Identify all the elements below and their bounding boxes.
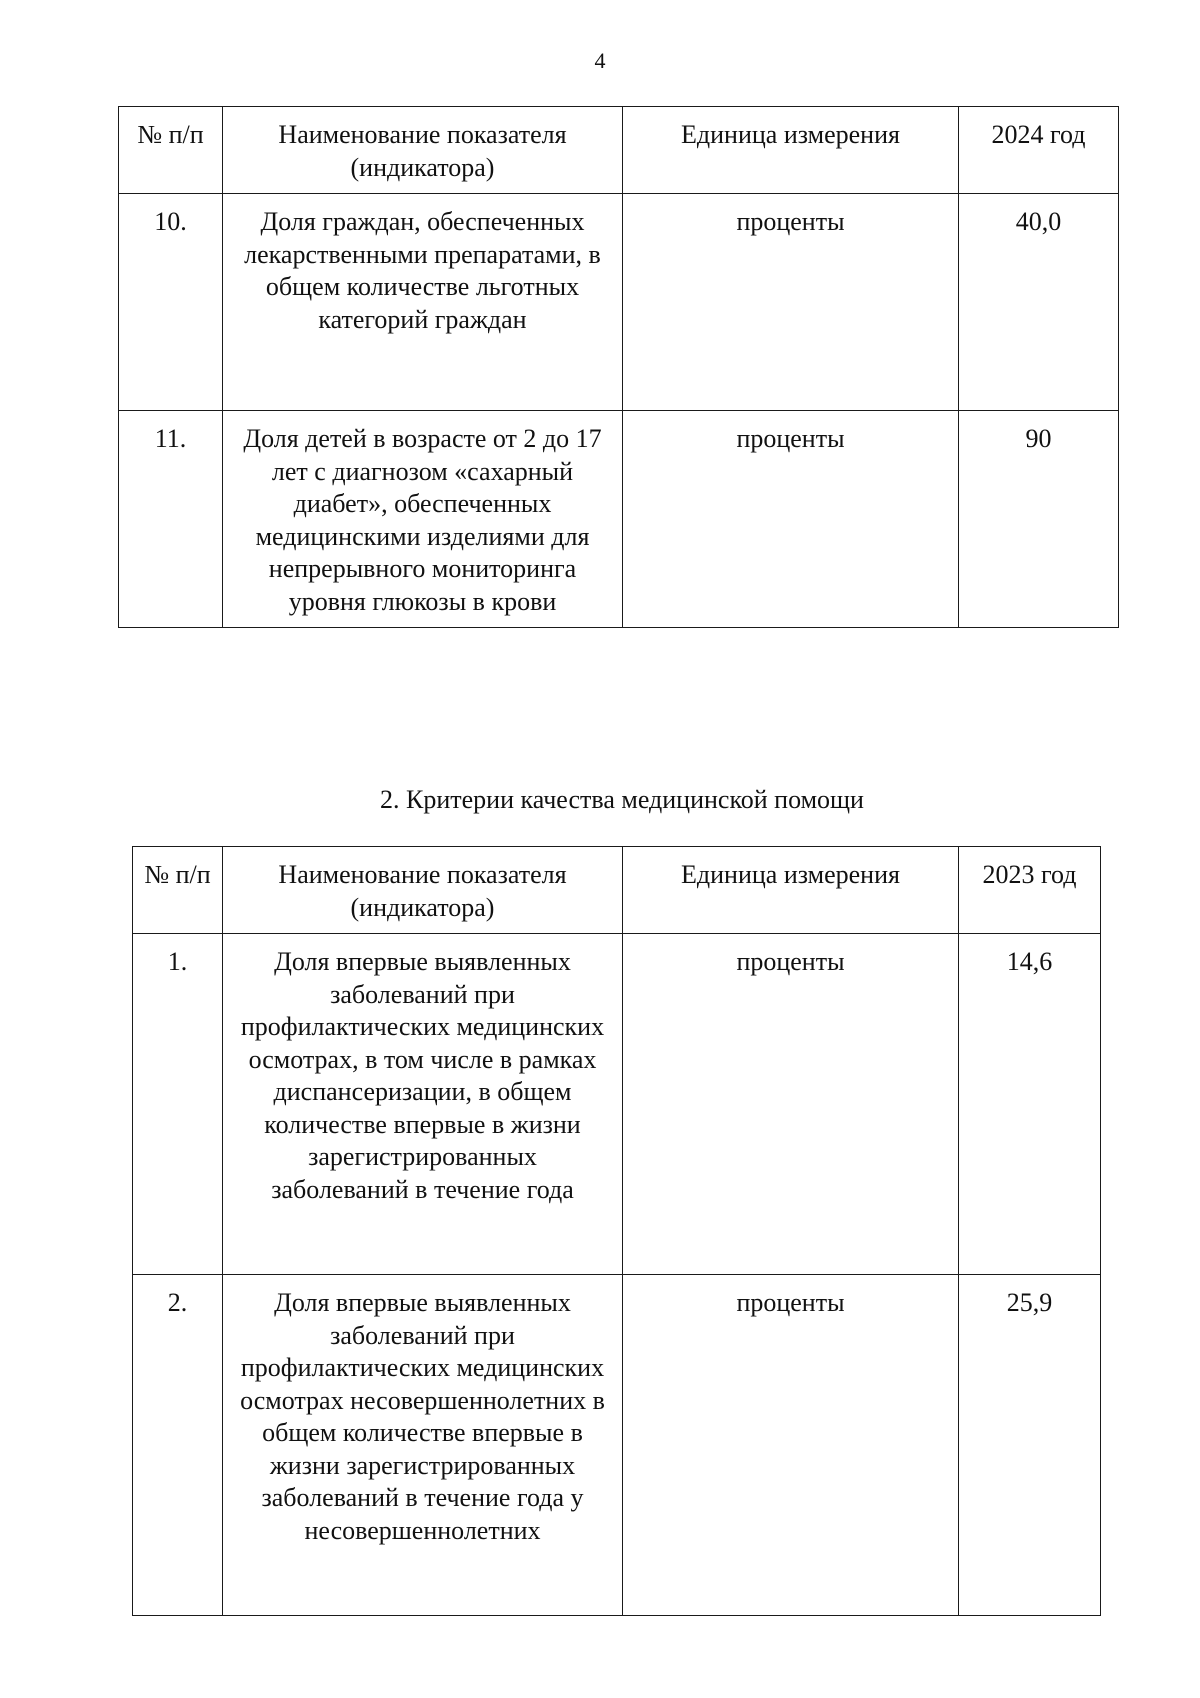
row-unit: проценты	[736, 947, 845, 976]
row-name-cell	[223, 1275, 623, 1616]
row-value-cell	[959, 411, 1119, 628]
row-value-cell	[959, 934, 1101, 1275]
row-name: Доля граждан, обеспеченных лекарственными препаратами, в общем количестве льготных категорий граждан	[244, 207, 601, 334]
header-name: Наименование показателя (индикатора)	[278, 120, 567, 182]
table-row	[133, 934, 1101, 1275]
header-name-cell	[223, 847, 623, 934]
indicators-table-1	[118, 106, 1119, 628]
row-value: 40,0	[1015, 207, 1062, 236]
row-name: Доля впервые выявленных заболеваний при профилактических медицинских осмотрах несовершеннолетних в общем количестве впервые в жизни зарегистрированных заболеваний в течение года у несовершеннолетних	[240, 1288, 605, 1545]
header-unit-cell	[623, 107, 959, 194]
row-num-cell	[133, 934, 223, 1275]
header-name-cell	[223, 107, 623, 194]
row-value-cell	[959, 194, 1119, 411]
header-year: 2023 год	[982, 860, 1077, 889]
header-year-cell	[959, 847, 1101, 934]
row-unit: проценты	[736, 1288, 845, 1317]
row-num: 10.	[154, 207, 187, 236]
section-title: 2. Критерии качества медицинской помощи	[380, 785, 864, 814]
row-num-cell	[119, 411, 223, 628]
row-name: Доля впервые выявленных заболеваний при профилактических медицинских осмотрах, в том числе в рамках диспансеризации, в общем количестве впервые в жизни зарегистрированных заболеваний в течение года	[240, 947, 605, 1204]
header-unit-cell	[623, 847, 959, 934]
row-unit: проценты	[736, 207, 845, 236]
row-num-cell	[119, 194, 223, 411]
header-year: 2024 год	[991, 120, 1086, 149]
row-value: 90	[1025, 424, 1052, 453]
row-name-cell	[223, 411, 623, 628]
header-num-cell	[133, 847, 223, 934]
header-num: № п/п	[144, 860, 211, 889]
row-unit-cell	[623, 934, 959, 1275]
row-num-cell	[133, 1275, 223, 1616]
row-value: 25,9	[1006, 1288, 1053, 1317]
header-num-cell	[119, 107, 223, 194]
row-unit-cell	[623, 1275, 959, 1616]
table-row	[119, 411, 1119, 628]
row-name-cell	[223, 194, 623, 411]
page-number: 4	[594, 48, 606, 73]
header-num: № п/п	[137, 120, 204, 149]
row-name-cell	[223, 934, 623, 1275]
row-unit-cell	[623, 411, 959, 628]
header-unit: Единица измерения	[681, 860, 900, 889]
row-name: Доля детей в возрасте от 2 до 17 лет с диагнозом «сахарный диабет», обеспеченных медицинскими изделиями для непрерывного мониторинга уровня глюкозы в крови	[243, 424, 602, 616]
row-value-cell	[959, 1275, 1101, 1616]
table-header-row	[119, 107, 1119, 194]
header-year-cell	[959, 107, 1119, 194]
quality-criteria-table	[132, 846, 1101, 1616]
row-value: 14,6	[1006, 947, 1053, 976]
row-unit-cell	[623, 194, 959, 411]
row-num: 11.	[154, 424, 187, 453]
row-num: 2.	[167, 1288, 188, 1317]
row-num: 1.	[167, 947, 188, 976]
header-unit: Единица измерения	[681, 120, 900, 149]
table-header-row	[133, 847, 1101, 934]
table-row	[119, 194, 1119, 411]
row-unit: проценты	[736, 424, 845, 453]
header-name: Наименование показателя (индикатора)	[278, 860, 567, 922]
table-row	[133, 1275, 1101, 1616]
